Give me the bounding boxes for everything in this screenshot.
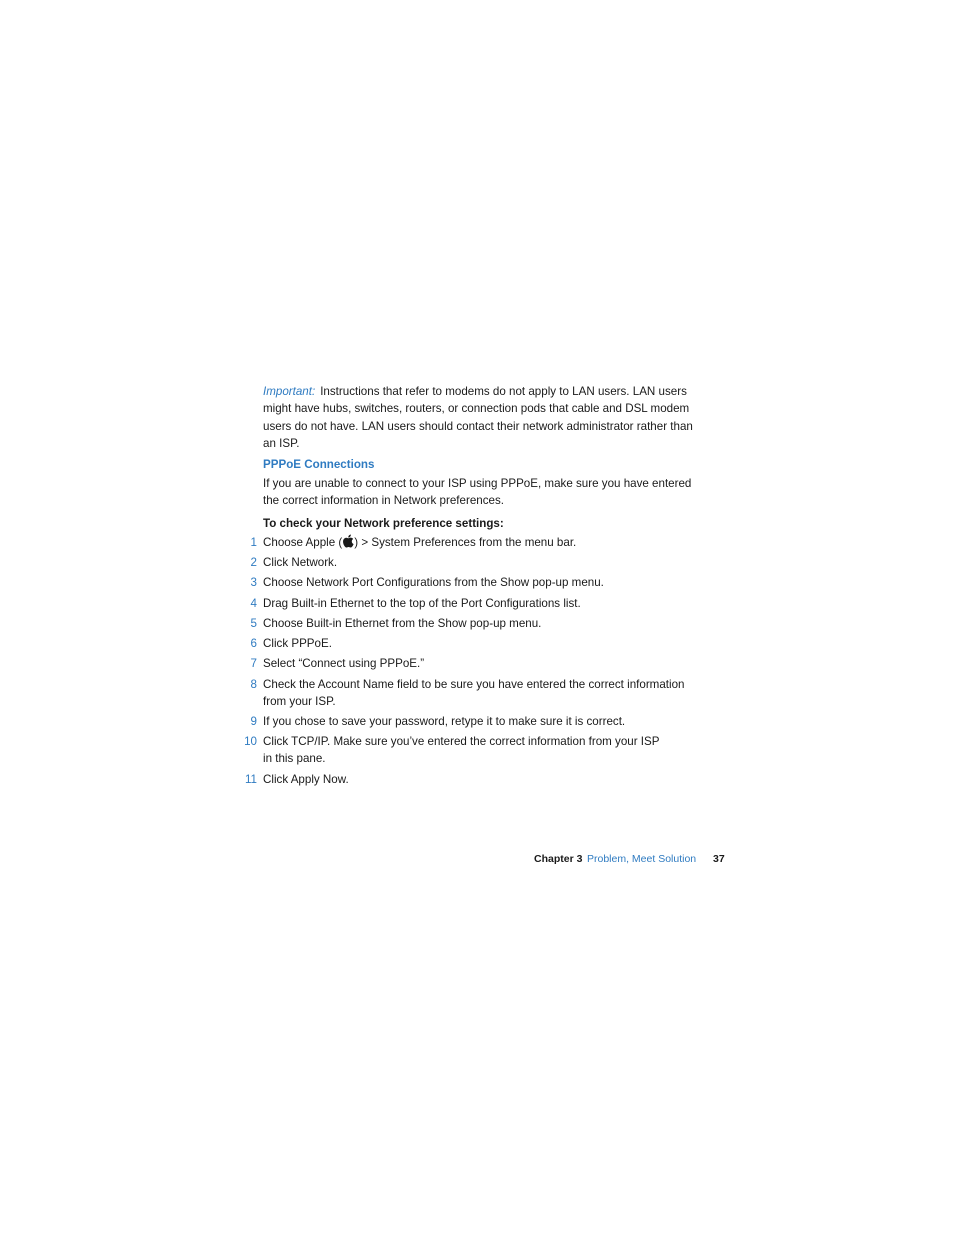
step-text: Choose Built-in Ethernet from the Show pop-up menu. xyxy=(263,617,542,630)
step-number: 11 xyxy=(244,773,257,786)
step-number: 4 xyxy=(250,597,257,610)
step-number: 1 xyxy=(250,536,257,549)
step-number: 5 xyxy=(250,617,257,630)
important-note xyxy=(263,383,708,452)
step-number: 7 xyxy=(250,657,257,670)
footer-chapter-title: Problem, Meet Solution xyxy=(587,853,697,865)
important-label: Important: xyxy=(263,385,316,398)
step-text: Click Network. xyxy=(263,556,338,569)
step-text: Click PPPoE. xyxy=(263,637,332,650)
step-text: Choose Network Port Configurations from the Show pop-up menu. xyxy=(263,576,604,589)
step-text: Drag Built-in Ethernet to the top of the Port Configurations list. xyxy=(263,597,581,610)
important-text: Instructions that refer to modems do not apply to LAN users. LAN users might have hubs, switches, routers, or connection pods that cable and DSL modem users do not have. LAN users should contact their network administrator rather than an ISP. xyxy=(263,385,693,450)
step-text: Check the Account Name field to be sure you have entered the correct information from your ISP. xyxy=(263,678,685,709)
step-text: Click TCP/IP. Make sure you’ve entered the correct information from your ISP in this pane. xyxy=(263,735,660,766)
section-intro: If you are unable to connect to your ISP using PPPoE, make sure you have entered the correct information in Network preferences. xyxy=(263,477,692,508)
step-text: Click Apply Now. xyxy=(263,773,349,786)
task-title: To check your Network preference settings: xyxy=(263,517,504,530)
section-heading: PPPoE Connections xyxy=(263,458,375,471)
step-number: 10 xyxy=(244,735,257,748)
step-number: 3 xyxy=(250,576,257,589)
step-number: 8 xyxy=(250,678,257,691)
step-number: 6 xyxy=(250,637,257,650)
step-text xyxy=(263,534,708,553)
footer-page-number: 37 xyxy=(713,853,725,865)
step-text-after: ) > System Preferences from the menu bar. xyxy=(354,536,577,549)
step-text: Select “Connect using PPPoE.” xyxy=(263,657,425,670)
step-number: 2 xyxy=(250,556,257,569)
step-text-before: Choose Apple ( xyxy=(263,536,343,549)
step-number: 9 xyxy=(250,715,257,728)
footer-chapter: Chapter 3 xyxy=(534,853,583,865)
apple-logo-icon xyxy=(342,534,354,553)
step-text: If you chose to save your password, retype it to make sure it is correct. xyxy=(263,715,626,728)
